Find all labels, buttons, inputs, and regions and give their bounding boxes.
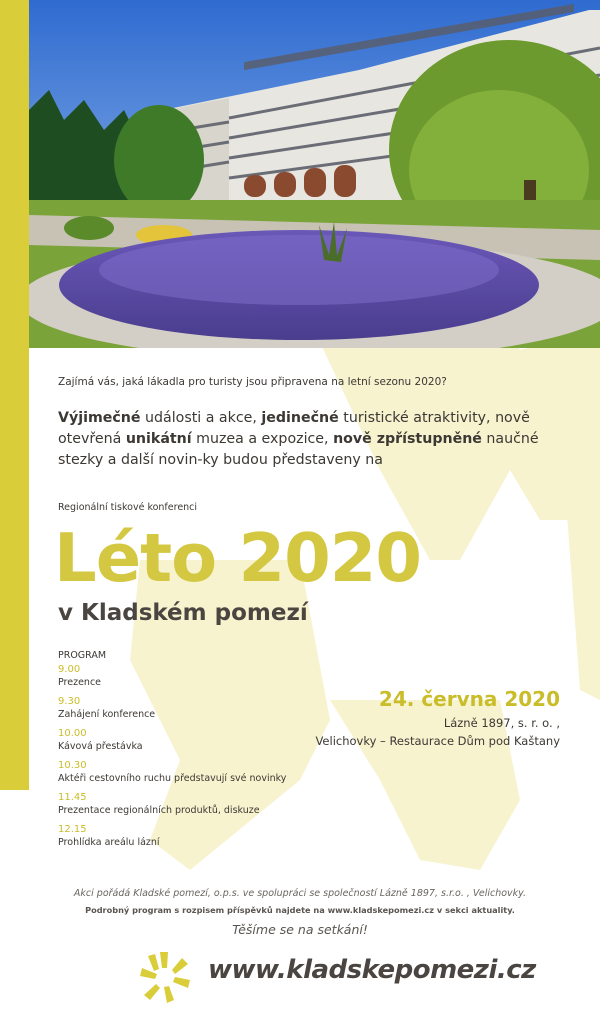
lead-emph-1: Výjimečné	[58, 410, 141, 426]
lead-text-2: turistické atraktivity, nově otevřená	[58, 410, 530, 447]
program-list	[58, 650, 318, 855]
organizer-note: Akci pořádá Kladské pomezí, o.p.s. ve spolupráci se společností Lázně 1897, s.r.o. , Velichovky.	[73, 888, 527, 899]
lead-text-4: naučné stezky a další novin-ky budou představeny na	[58, 431, 539, 468]
lead-text-3: muzea a expozice,	[191, 431, 334, 447]
program-time: 10.00	[58, 728, 87, 739]
lead-emph-2: jedinečné	[261, 410, 339, 426]
conference-subtitle: Regionální tiskové konferenci	[58, 502, 198, 513]
program-item	[58, 791, 318, 817]
lead-paragraph	[58, 408, 578, 471]
event-date: 24. června 2020	[378, 687, 560, 711]
spa-building-photo	[29, 0, 600, 348]
program-item	[58, 663, 318, 689]
lead-text-1: události a akce,	[140, 410, 262, 426]
title-location: v Kladském pomezí	[58, 600, 308, 626]
program-time: 11.45	[58, 792, 87, 803]
event-venue: Lázně 1897, s. r. o. ,	[443, 716, 560, 730]
intro-question: Zajímá vás, jaká lákadla pro turisty jsou připravena na letní sezonu 2020?	[58, 376, 447, 388]
greeting: Těšíme se na setkání!	[232, 922, 368, 937]
program-desc: Zahájení konference	[58, 709, 156, 720]
program-item	[58, 695, 318, 721]
star-logo-icon	[138, 950, 192, 1004]
program-time: 10.30	[58, 760, 87, 771]
program-desc: Kávová přestávka	[58, 741, 143, 752]
program-desc: Prezentace regionálních produktů, diskuze	[58, 805, 260, 816]
program-heading: PROGRAM	[58, 650, 107, 661]
lead-emph-4: nově zpřístupněné	[333, 431, 482, 447]
program-time: 12.15	[58, 824, 87, 835]
program-item	[58, 759, 318, 785]
program-time: 9.00	[58, 664, 81, 675]
program-desc: Prezence	[58, 677, 102, 688]
left-accent-bar	[0, 0, 29, 790]
lead-emph-3: unikátní	[125, 431, 192, 447]
program-time: 9.30	[58, 696, 81, 707]
website-url[interactable]: www.kladskepomezi.cz	[208, 955, 536, 985]
page-title: Léto 2020	[54, 519, 421, 597]
program-item	[58, 823, 318, 849]
program-item	[58, 727, 318, 753]
program-desc: Aktéři cestovního ruchu představují své novinky	[58, 773, 287, 784]
event-info	[315, 686, 560, 750]
event-location: Velichovky – Restaurace Dům pod Kaštany	[315, 734, 560, 748]
program-desc: Prohlídka areálu lázní	[58, 837, 160, 848]
details-note: Podrobný program s rozpisem příspěvků najdete na www.kladskepomezi.cz v sekci aktuality.	[85, 905, 515, 915]
